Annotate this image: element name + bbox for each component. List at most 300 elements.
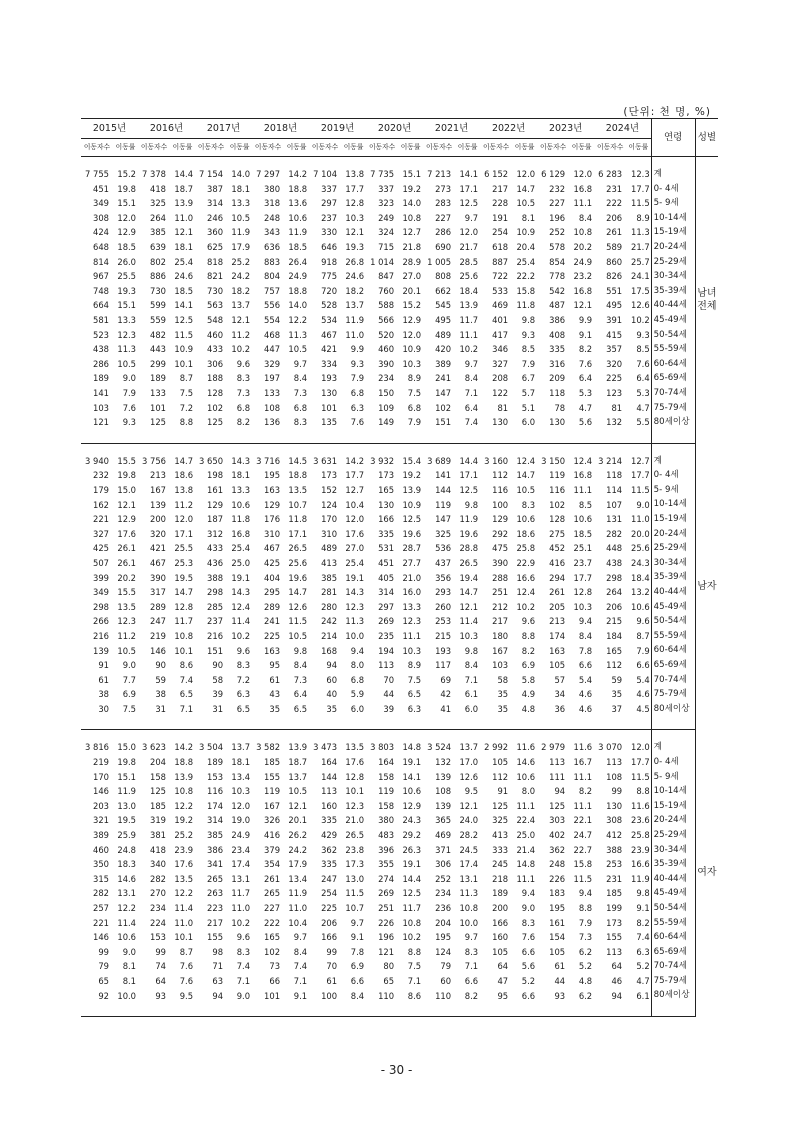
- movers-cell: 625: [207, 242, 224, 253]
- rate-cell: 26.1: [117, 543, 137, 554]
- movers-cell: 636: [264, 242, 281, 253]
- rate-cell: 10.1: [174, 358, 194, 369]
- movers-cell: 36: [554, 703, 566, 714]
- age-label: 계: [651, 454, 695, 469]
- sex-label: 남자: [695, 443, 718, 730]
- rate-cell: 10.8: [174, 630, 194, 641]
- rate-cell: 7.4: [293, 961, 308, 972]
- movers-cell: 217: [492, 183, 509, 194]
- movers-cell: 222: [264, 917, 281, 928]
- rate-cell: 7.6: [636, 358, 650, 369]
- movers-cell: 228: [492, 198, 509, 209]
- movers-cell: 103: [492, 660, 509, 671]
- rate-cell: 11.9: [288, 888, 308, 899]
- rate-cell: 10.5: [231, 212, 251, 223]
- rate-cell: 10.2: [516, 601, 536, 612]
- movers-cell: 227: [435, 212, 452, 223]
- rate-cell: 7.3: [293, 674, 308, 685]
- rate-cell: 10.2: [459, 344, 479, 355]
- movers-cell: 125: [150, 417, 167, 428]
- table-row: [81, 974, 718, 989]
- movers-cell: 413: [492, 830, 509, 841]
- rate-cell: 10.8: [459, 903, 479, 913]
- rate-cell: 6.1: [464, 689, 479, 700]
- rate-cell: 8.2: [578, 344, 593, 355]
- movers-cell: 690: [435, 242, 452, 253]
- movers-cell: 231: [606, 183, 623, 194]
- section-end: [81, 716, 718, 730]
- movers-cell: 335: [378, 528, 395, 539]
- sex-label: 남녀전체: [695, 157, 718, 444]
- rate-cell: 4.6: [636, 689, 650, 700]
- rate-cell: 13.9: [288, 742, 308, 753]
- rate-cell: 8.4: [578, 212, 593, 223]
- rate-cell: 16.8: [573, 470, 593, 481]
- movers-cell: 95: [497, 990, 509, 1001]
- movers-cell: 92: [98, 990, 109, 1001]
- year-header: 2020년: [366, 119, 423, 139]
- rate-cell: 8.5: [578, 499, 593, 510]
- movers-cell: 315: [93, 873, 109, 884]
- movers-cell: 333: [492, 844, 509, 855]
- rate-cell: 25.6: [631, 543, 650, 554]
- movers-cell: 57: [554, 674, 566, 685]
- movers-cell: 241: [435, 373, 452, 384]
- movers-cell: 380: [264, 183, 281, 194]
- rate-cell: 8.8: [636, 786, 650, 797]
- table-row: [81, 770, 718, 785]
- rate-cell: 11.4: [459, 616, 479, 627]
- rate-cell: 12.6: [631, 300, 650, 311]
- rate-cell: 22.4: [516, 815, 536, 826]
- movers-cell: 443: [150, 344, 167, 355]
- movers-cell: 662: [435, 285, 452, 296]
- movers-cell: 158: [150, 771, 167, 782]
- movers-cell: 225: [264, 630, 281, 641]
- rate-cell: 13.8: [174, 484, 194, 495]
- rate-cell: 7.5: [122, 703, 137, 714]
- year-header: 2021년: [423, 119, 480, 139]
- movers-cell: 160: [321, 800, 338, 811]
- rate-cell: 21.0: [345, 815, 365, 826]
- movers-cell: 386: [207, 844, 224, 855]
- movers-cell: 64: [611, 961, 623, 972]
- rate-cell: 9.0: [236, 990, 251, 1001]
- movers-cell: 433: [207, 344, 224, 355]
- movers-cell: 390: [492, 557, 509, 568]
- movers-cell: 242: [321, 616, 338, 627]
- rate-cell: 6.4: [464, 402, 479, 413]
- movers-cell: 133: [150, 388, 167, 398]
- rate-cell: 5.1: [521, 402, 536, 413]
- movers-cell: 6 129: [541, 169, 566, 180]
- year-header: 2018년: [252, 119, 309, 139]
- rate-cell: 25.4: [516, 256, 536, 267]
- movers-cell: 59: [155, 674, 167, 685]
- rate-cell: 10.3: [573, 601, 593, 612]
- rate-cell: 13.0: [345, 873, 365, 884]
- age-label: 75-79세: [651, 401, 695, 416]
- rate-cell: 10.3: [345, 212, 365, 223]
- movers-cell: 130: [378, 499, 395, 510]
- movers-cell: 65: [383, 975, 395, 986]
- table-row: [81, 415, 718, 430]
- movers-cell: 618: [492, 242, 509, 253]
- rate-cell: 17.9: [288, 859, 308, 870]
- movers-cell: 252: [549, 227, 566, 238]
- movers-cell: 247: [150, 616, 167, 627]
- rate-cell: 5.3: [578, 388, 593, 398]
- movers-cell: 146: [150, 645, 167, 656]
- movers-header: 이동자수: [252, 139, 284, 157]
- rate-cell: 9.4: [578, 888, 593, 899]
- age-label: 70-74세: [651, 673, 695, 688]
- age-label: 70-74세: [651, 386, 695, 401]
- movers-cell: 3 524: [427, 742, 452, 753]
- rate-cell: 12.8: [345, 771, 365, 782]
- rate-cell: 13.3: [231, 484, 251, 495]
- rate-cell: 24.7: [573, 830, 593, 841]
- movers-cell: 281: [321, 587, 338, 598]
- movers-cell: 310: [321, 528, 338, 539]
- movers-cell: 90: [155, 660, 167, 671]
- movers-cell: 35: [326, 703, 338, 714]
- movers-cell: 231: [606, 873, 623, 884]
- rate-cell: 6.2: [578, 946, 593, 957]
- movers-cell: 298: [606, 572, 623, 583]
- movers-cell: 556: [264, 300, 281, 311]
- movers-cell: 188: [207, 373, 224, 384]
- movers-cell: 335: [549, 344, 566, 355]
- age-label: 55-59세: [651, 916, 695, 931]
- table-row: [81, 570, 718, 585]
- movers-cell: 341: [207, 859, 224, 870]
- rate-cell: 9.7: [293, 358, 308, 369]
- movers-cell: 3 631: [313, 455, 338, 466]
- rate-cell: 21.7: [459, 242, 479, 253]
- rate-cell: 12.4: [516, 455, 536, 466]
- movers-header: 이동자수: [594, 139, 626, 157]
- age-label: 55-59세: [651, 629, 695, 644]
- table-row: [81, 468, 718, 483]
- movers-cell: 161: [549, 917, 566, 928]
- rate-cell: 6.3: [236, 689, 251, 700]
- rate-cell: 6.3: [407, 703, 422, 714]
- sub-header-row: [81, 139, 718, 157]
- sex-header: 성별: [695, 119, 718, 157]
- movers-cell: 260: [435, 601, 452, 612]
- table-row: [81, 629, 718, 644]
- age-label: 20-24세: [651, 527, 695, 542]
- movers-cell: 265: [207, 873, 224, 884]
- movers-cell: 533: [492, 285, 509, 296]
- rate-cell: 13.4: [231, 771, 251, 782]
- movers-cell: 589: [606, 242, 623, 253]
- movers-cell: 883: [264, 256, 281, 267]
- movers-cell: 416: [549, 557, 566, 568]
- rate-cell: 19.1: [231, 572, 251, 583]
- movers-cell: 81: [497, 402, 509, 413]
- rate-cell: 12.7: [402, 227, 422, 238]
- rate-cell: 27.0: [402, 271, 422, 282]
- movers-cell: 40: [326, 689, 338, 700]
- rate-cell: 26.5: [459, 557, 479, 568]
- movers-cell: 129: [207, 499, 224, 510]
- movers-cell: 396: [378, 844, 395, 855]
- movers-cell: 804: [264, 271, 281, 282]
- rate-cell: 4.7: [636, 975, 650, 986]
- movers-cell: 151: [207, 645, 224, 656]
- movers-cell: 234: [378, 373, 395, 384]
- rate-cell: 5.6: [578, 417, 593, 428]
- movers-cell: 195: [435, 932, 452, 943]
- rate-cell: 10.0: [459, 917, 479, 928]
- age-header: 연령: [651, 119, 695, 157]
- sex-label: 여자: [695, 730, 718, 1017]
- age-label: 65-69세: [651, 371, 695, 386]
- rate-cell: 11.5: [631, 771, 650, 782]
- movers-cell: 6 283: [598, 169, 623, 180]
- movers-cell: 208: [492, 373, 509, 384]
- rate-cell: 25.5: [117, 271, 137, 282]
- movers-cell: 196: [549, 212, 566, 223]
- movers-cell: 94: [212, 990, 224, 1001]
- rate-cell: 11.9: [231, 227, 251, 238]
- movers-cell: 180: [492, 630, 509, 641]
- rate-cell: 12.1: [174, 227, 194, 238]
- rate-cell: 6.8: [293, 402, 308, 413]
- year-header: 2016년: [138, 119, 195, 139]
- rate-cell: 10.0: [117, 990, 137, 1001]
- movers-cell: 74: [155, 961, 167, 972]
- movers-cell: 329: [264, 358, 281, 369]
- rate-cell: 12.5: [402, 888, 422, 899]
- rate-cell: 18.8: [174, 757, 194, 768]
- rate-cell: 25.0: [516, 830, 536, 841]
- rate-cell: 18.7: [174, 183, 194, 194]
- rate-cell: 10.6: [288, 212, 308, 223]
- movers-cell: 413: [321, 557, 338, 568]
- movers-cell: 350: [93, 859, 109, 870]
- movers-cell: 551: [606, 285, 623, 296]
- rate-cell: 9.9: [578, 315, 593, 326]
- page-number: - 30 -: [380, 1063, 413, 1077]
- movers-cell: 252: [435, 873, 452, 884]
- table-row: [81, 240, 718, 255]
- rate-cell: 12.2: [288, 315, 308, 326]
- rate-cell: 11.9: [631, 873, 650, 884]
- movers-cell: 59: [611, 674, 623, 685]
- movers-cell: 489: [321, 543, 338, 554]
- movers-cell: 94: [611, 990, 623, 1001]
- table-row: [81, 357, 718, 372]
- movers-cell: 292: [492, 528, 509, 539]
- rate-cell: 13.1: [231, 873, 251, 884]
- movers-cell: 198: [207, 470, 224, 481]
- rate-cell: 11.6: [516, 742, 536, 753]
- rate-cell: 6.0: [350, 703, 365, 714]
- movers-cell: 225: [321, 903, 338, 913]
- rate-cell: 25.8: [516, 543, 536, 554]
- rate-cell: 13.7: [231, 300, 251, 311]
- rate-cell: 9.4: [521, 888, 536, 899]
- rate-header: 이동률: [113, 139, 138, 157]
- movers-cell: 166: [378, 514, 395, 525]
- movers-cell: 261: [606, 227, 623, 238]
- table-row: [81, 182, 718, 197]
- year-header: 2022년: [480, 119, 537, 139]
- movers-cell: 303: [549, 815, 566, 826]
- rate-cell: 25.4: [231, 543, 251, 554]
- movers-cell: 282: [606, 528, 623, 539]
- rate-cell: 7.6: [521, 932, 536, 943]
- movers-cell: 379: [264, 844, 281, 855]
- rate-cell: 4.8: [578, 975, 593, 986]
- rate-cell: 11.0: [174, 917, 194, 928]
- movers-cell: 129: [264, 499, 281, 510]
- rate-cell: 7.9: [578, 917, 593, 928]
- movers-cell: 110: [435, 990, 452, 1001]
- rate-cell: 6.8: [350, 388, 365, 398]
- rate-cell: 12.0: [459, 227, 479, 238]
- age-label: 75-79세: [651, 687, 695, 702]
- movers-cell: 7 213: [427, 169, 452, 180]
- migration-table: [81, 118, 718, 1017]
- rate-cell: 11.5: [573, 873, 593, 884]
- rate-cell: 16.8: [231, 528, 251, 539]
- movers-cell: 213: [549, 616, 566, 627]
- rate-cell: 24.5: [459, 844, 479, 855]
- rate-cell: 10.2: [402, 932, 422, 943]
- movers-cell: 249: [378, 212, 395, 223]
- movers-cell: 71: [212, 961, 224, 972]
- movers-cell: 39: [383, 703, 395, 714]
- movers-cell: 325: [492, 815, 509, 826]
- movers-cell: 111: [549, 771, 566, 782]
- movers-cell: 646: [321, 242, 338, 253]
- movers-cell: 310: [264, 528, 281, 539]
- rate-cell: 12.2: [117, 903, 137, 913]
- rate-cell: 7.6: [578, 358, 593, 369]
- rate-cell: 7.2: [236, 674, 251, 685]
- movers-cell: 154: [549, 932, 566, 943]
- rate-cell: 18.8: [288, 183, 308, 194]
- rate-cell: 12.1: [573, 300, 593, 311]
- movers-cell: 257: [93, 903, 109, 913]
- movers-cell: 93: [155, 990, 167, 1001]
- rate-cell: 14.5: [288, 455, 308, 466]
- movers-cell: 429: [321, 830, 338, 841]
- rate-cell: 10.6: [231, 499, 251, 510]
- rate-cell: 10.3: [402, 645, 422, 656]
- movers-cell: 113: [549, 757, 566, 768]
- movers-cell: 495: [606, 300, 623, 311]
- rate-cell: 12.1: [231, 315, 251, 326]
- rate-cell: 8.7: [636, 630, 650, 641]
- movers-cell: 389: [435, 358, 452, 369]
- rate-cell: 8.1: [122, 961, 137, 972]
- movers-cell: 312: [207, 528, 224, 539]
- table-row: [81, 614, 718, 629]
- movers-cell: 163: [264, 645, 281, 656]
- rate-cell: 14.2: [174, 742, 194, 753]
- rate-cell: 24.6: [345, 271, 365, 282]
- rate-cell: 19.2: [174, 815, 194, 826]
- rate-cell: 18.6: [174, 470, 194, 481]
- table-row: [81, 600, 718, 615]
- rate-cell: 12.0: [573, 169, 593, 180]
- movers-cell: 337: [378, 183, 395, 194]
- rate-cell: 4.5: [636, 703, 650, 714]
- rate-cell: 27.7: [402, 557, 422, 568]
- rate-cell: 7.1: [236, 975, 251, 986]
- movers-cell: 234: [435, 888, 452, 899]
- movers-cell: 185: [264, 757, 281, 768]
- rate-cell: 25.4: [345, 557, 365, 568]
- movers-cell: 365: [435, 815, 452, 826]
- rate-cell: 7.6: [350, 417, 365, 428]
- movers-cell: 417: [492, 329, 509, 340]
- rate-cell: 11.2: [231, 329, 251, 340]
- rate-cell: 12.1: [345, 227, 365, 238]
- rate-cell: 9.3: [122, 417, 137, 428]
- rate-cell: 19.8: [117, 183, 137, 194]
- rate-cell: 9.1: [578, 329, 593, 340]
- movers-cell: 298: [93, 601, 109, 612]
- movers-cell: 528: [321, 300, 338, 311]
- movers-header: 이동자수: [366, 139, 398, 157]
- rate-cell: 14.7: [516, 470, 536, 481]
- movers-cell: 189: [93, 373, 109, 384]
- movers-cell: 39: [212, 689, 224, 700]
- rate-cell: 16.8: [573, 183, 593, 194]
- movers-cell: 648: [93, 242, 109, 253]
- movers-cell: 91: [497, 786, 509, 797]
- rate-cell: 14.4: [402, 873, 422, 884]
- movers-cell: 79: [440, 961, 452, 972]
- movers-cell: 80: [383, 961, 395, 972]
- rate-cell: 5.4: [578, 674, 593, 685]
- rate-cell: 8.1: [122, 975, 137, 986]
- movers-cell: 489: [435, 329, 452, 340]
- rate-cell: 10.2: [231, 630, 251, 641]
- movers-cell: 2 979: [541, 742, 566, 753]
- movers-cell: 215: [606, 616, 623, 627]
- rate-cell: 21.4: [516, 844, 536, 855]
- rate-cell: 21.0: [402, 572, 422, 583]
- movers-cell: 285: [207, 601, 224, 612]
- rate-cell: 25.6: [288, 557, 308, 568]
- movers-cell: 967: [93, 271, 109, 282]
- rate-cell: 18.4: [459, 285, 479, 296]
- rate-cell: 18.8: [288, 285, 308, 296]
- movers-cell: 165: [606, 645, 623, 656]
- rate-cell: 21.8: [402, 242, 422, 253]
- movers-cell: 73: [269, 961, 281, 972]
- movers-cell: 94: [326, 660, 338, 671]
- movers-cell: 246: [207, 212, 224, 223]
- rate-cell: 4.7: [636, 402, 650, 413]
- age-label: 35-39세: [651, 857, 695, 872]
- rate-cell: 19.5: [117, 815, 137, 826]
- rate-cell: 24.9: [288, 271, 308, 282]
- movers-cell: 153: [150, 932, 167, 943]
- rate-cell: 7.5: [179, 388, 194, 398]
- movers-cell: 113: [606, 946, 623, 957]
- rate-cell: 6.5: [179, 689, 194, 700]
- rate-cell: 9.1: [636, 903, 650, 913]
- movers-cell: 283: [435, 198, 452, 209]
